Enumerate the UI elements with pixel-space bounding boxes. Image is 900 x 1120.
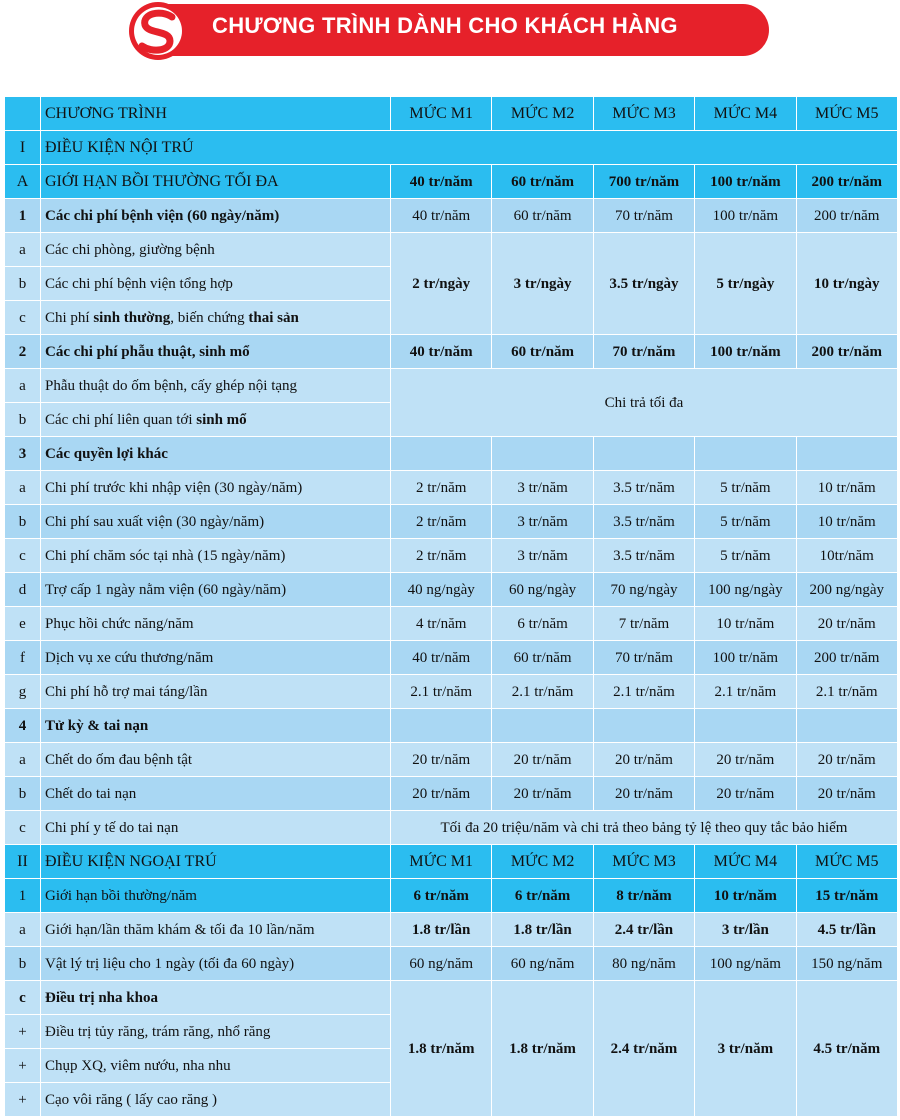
value-cell: 20 tr/năm bbox=[796, 743, 897, 777]
label-bold: thai sản bbox=[248, 309, 299, 326]
level-header: MỨC M2 bbox=[492, 845, 593, 879]
table-row bbox=[5, 709, 898, 743]
value-cell: 5 tr/năm bbox=[695, 539, 796, 573]
row-label: Điều trị tủy răng, trám răng, nhổ răng bbox=[41, 1015, 391, 1049]
table-row bbox=[5, 811, 898, 845]
value-cell: 150 ng/năm bbox=[796, 947, 897, 981]
value-cell: 10 tr/năm bbox=[695, 879, 796, 913]
row-label: Giới hạn bồi thường/năm bbox=[41, 879, 391, 913]
banner-title: CHƯƠNG TRÌNH DÀNH CHO KHÁCH HÀNG bbox=[212, 13, 678, 38]
value-cell: 2.1 tr/năm bbox=[695, 675, 796, 709]
value-cell: 40 tr/năm bbox=[391, 641, 492, 675]
value-cell: 6 tr/năm bbox=[492, 607, 593, 641]
table-row bbox=[5, 471, 898, 505]
row-index: b bbox=[5, 403, 41, 437]
row-label: Chụp XQ, viêm nướu, nha nhu bbox=[41, 1049, 391, 1083]
value-cell: 20 tr/năm bbox=[391, 743, 492, 777]
empty-cell bbox=[492, 709, 593, 743]
row-index: 4 bbox=[5, 709, 41, 743]
value-cell: 2.4 tr/lần bbox=[593, 913, 694, 947]
row-index: a bbox=[5, 471, 41, 505]
table-header-row bbox=[5, 97, 898, 131]
value-cell: 70 tr/năm bbox=[593, 335, 694, 369]
value-cell: 3 tr/năm bbox=[492, 471, 593, 505]
value-cell: 100 ng/năm bbox=[695, 947, 796, 981]
value-cell: 10 tr/năm bbox=[695, 607, 796, 641]
value-cell: 40 tr/năm bbox=[391, 199, 492, 233]
row-index: g bbox=[5, 675, 41, 709]
value-cell: 20 tr/năm bbox=[492, 777, 593, 811]
value-cell: 100 tr/năm bbox=[695, 641, 796, 675]
label-bold: sinh thường bbox=[93, 309, 171, 326]
value-cell: 20 tr/năm bbox=[796, 777, 897, 811]
row-label: Các chi phí bệnh viện (60 ngày/năm) bbox=[41, 199, 391, 233]
value-cell: 10tr/năm bbox=[796, 539, 897, 573]
row-index: f bbox=[5, 641, 41, 675]
level-header: MỨC M5 bbox=[796, 97, 897, 131]
value-cell: 100 tr/năm bbox=[695, 335, 796, 369]
row-index: b bbox=[5, 777, 41, 811]
value-cell: 20 tr/năm bbox=[492, 743, 593, 777]
value-cell: 1.8 tr/lần bbox=[391, 913, 492, 947]
value-cell: 5 tr/năm bbox=[695, 505, 796, 539]
value-cell: 60 tr/năm bbox=[492, 165, 593, 199]
row-index: a bbox=[5, 743, 41, 777]
value-cell: 5 tr/ngày bbox=[695, 233, 796, 335]
level-header: MỨC M2 bbox=[492, 97, 593, 131]
table-header-blank bbox=[5, 97, 41, 131]
row-label: Trợ cấp 1 ngày nằm viện (60 ngày/năm) bbox=[41, 573, 391, 607]
table-row bbox=[5, 437, 898, 471]
value-cell: 6 tr/năm bbox=[391, 879, 492, 913]
row-label: Chết do ốm đau bệnh tật bbox=[41, 743, 391, 777]
table-row bbox=[5, 743, 898, 777]
value-cell: 6 tr/năm bbox=[492, 879, 593, 913]
section-title: ĐIỀU KIỆN NGOẠI TRÚ bbox=[41, 845, 391, 879]
value-cell: 2 tr/năm bbox=[391, 505, 492, 539]
value-cell: 60 ng/năm bbox=[492, 947, 593, 981]
row-label: Các chi phí bệnh viện tổng hợp bbox=[41, 267, 391, 301]
value-cell: 1.8 tr/năm bbox=[391, 981, 492, 1117]
row-index: A bbox=[5, 165, 41, 199]
row-label: Điều trị nha khoa bbox=[41, 981, 391, 1015]
merged-note-cell: Tối đa 20 triệu/năm và chi trả theo bảng tỷ lệ theo quy tắc bảo hiểm bbox=[391, 811, 898, 845]
row-index: c bbox=[5, 981, 41, 1015]
row-label: GIỚI HẠN BỒI THƯỜNG TỐI ĐA bbox=[41, 165, 391, 199]
value-cell: 15 tr/năm bbox=[796, 879, 897, 913]
table-row bbox=[5, 335, 898, 369]
value-cell: 3 tr/lần bbox=[695, 913, 796, 947]
value-cell: 200 tr/năm bbox=[796, 199, 897, 233]
value-cell: 8 tr/năm bbox=[593, 879, 694, 913]
row-index: d bbox=[5, 573, 41, 607]
value-cell: 3 tr/năm bbox=[492, 539, 593, 573]
value-cell: 40 ng/ngày bbox=[391, 573, 492, 607]
level-header: MỨC M4 bbox=[695, 97, 796, 131]
table-row bbox=[5, 199, 898, 233]
table-row bbox=[5, 777, 898, 811]
row-index: + bbox=[5, 1015, 41, 1049]
section-row bbox=[5, 131, 898, 165]
table-row bbox=[5, 981, 898, 1015]
table-row bbox=[5, 233, 898, 267]
value-cell: 200 tr/năm bbox=[796, 165, 897, 199]
value-cell: 7 tr/năm bbox=[593, 607, 694, 641]
value-cell: 20 tr/năm bbox=[391, 777, 492, 811]
row-index: a bbox=[5, 233, 41, 267]
table-row bbox=[5, 913, 898, 947]
value-cell: 200 ng/ngày bbox=[796, 573, 897, 607]
empty-cell bbox=[391, 709, 492, 743]
value-cell: 100 ng/ngày bbox=[695, 573, 796, 607]
s-logo-icon bbox=[128, 0, 188, 62]
value-cell: 10 tr/năm bbox=[796, 505, 897, 539]
row-index: b bbox=[5, 267, 41, 301]
table-row bbox=[5, 641, 898, 675]
row-index: 1 bbox=[5, 199, 41, 233]
row-label: Các chi phòng, giường bệnh bbox=[41, 233, 391, 267]
value-cell: 5 tr/năm bbox=[695, 471, 796, 505]
empty-cell bbox=[391, 437, 492, 471]
row-index: + bbox=[5, 1083, 41, 1117]
row-index: c bbox=[5, 539, 41, 573]
program-header: CHƯƠNG TRÌNH bbox=[41, 97, 391, 131]
row-index: b bbox=[5, 505, 41, 539]
value-cell: 20 tr/năm bbox=[695, 743, 796, 777]
value-cell: 3.5 tr/năm bbox=[593, 471, 694, 505]
row-label: Chi phí sau xuất viện (30 ngày/năm) bbox=[41, 505, 391, 539]
value-cell: 80 ng/năm bbox=[593, 947, 694, 981]
value-cell: 60 tr/năm bbox=[492, 199, 593, 233]
empty-cell bbox=[796, 709, 897, 743]
value-cell: 3.5 tr/năm bbox=[593, 505, 694, 539]
value-cell: 1.8 tr/năm bbox=[492, 981, 593, 1117]
value-cell: 20 tr/năm bbox=[593, 777, 694, 811]
value-cell: 3 tr/năm bbox=[492, 505, 593, 539]
value-cell: 700 tr/năm bbox=[593, 165, 694, 199]
value-cell: 20 tr/năm bbox=[796, 607, 897, 641]
value-cell: 60 ng/năm bbox=[391, 947, 492, 981]
row-label: Chi phí y tế do tai nạn bbox=[41, 811, 391, 845]
level-header: MỨC M4 bbox=[695, 845, 796, 879]
row-index: a bbox=[5, 913, 41, 947]
table-row bbox=[5, 539, 898, 573]
value-cell: 200 tr/năm bbox=[796, 335, 897, 369]
row-label: Các quyền lợi khác bbox=[41, 437, 391, 471]
row-index: c bbox=[5, 811, 41, 845]
value-cell: 2 tr/năm bbox=[391, 539, 492, 573]
label-text: Chi phí bbox=[45, 309, 94, 326]
table-row bbox=[5, 573, 898, 607]
row-label: Chi phí chăm sóc tại nhà (15 ngày/năm) bbox=[41, 539, 391, 573]
empty-cell bbox=[593, 437, 694, 471]
section-title: ĐIỀU KIỆN NỘI TRÚ bbox=[41, 131, 898, 165]
row-label: Cạo vôi răng ( lấy cao răng ) bbox=[41, 1083, 391, 1117]
value-cell: 4.5 tr/lần bbox=[796, 913, 897, 947]
empty-cell bbox=[695, 437, 796, 471]
value-cell: 100 tr/năm bbox=[695, 165, 796, 199]
value-cell: 70 tr/năm bbox=[593, 641, 694, 675]
value-cell: 60 tr/năm bbox=[492, 335, 593, 369]
row-label: Phục hồi chức năng/năm bbox=[41, 607, 391, 641]
empty-cell bbox=[796, 437, 897, 471]
table-row bbox=[5, 879, 898, 913]
value-cell: 4.5 tr/năm bbox=[796, 981, 897, 1117]
row-label: Vật lý trị liệu cho 1 ngày (tối đa 60 ngày) bbox=[41, 947, 391, 981]
table-row bbox=[5, 675, 898, 709]
row-label: Chết do tai nạn bbox=[41, 777, 391, 811]
value-cell: 60 ng/ngày bbox=[492, 573, 593, 607]
label-bold: sinh mổ bbox=[196, 411, 247, 428]
benefits-table bbox=[4, 96, 898, 1117]
value-cell: 2.1 tr/năm bbox=[391, 675, 492, 709]
value-cell: 200 tr/năm bbox=[796, 641, 897, 675]
row-index: e bbox=[5, 607, 41, 641]
value-cell: 3.5 tr/năm bbox=[593, 539, 694, 573]
empty-cell bbox=[492, 437, 593, 471]
level-header: MỨC M1 bbox=[391, 97, 492, 131]
row-index: 3 bbox=[5, 437, 41, 471]
table-row bbox=[5, 165, 898, 199]
row-index: 2 bbox=[5, 335, 41, 369]
level-header: MỨC M1 bbox=[391, 845, 492, 879]
value-cell: 3.5 tr/ngày bbox=[593, 233, 694, 335]
row-label: Chi phí trước khi nhập viện (30 ngày/năm) bbox=[41, 471, 391, 505]
value-cell: 2.1 tr/năm bbox=[796, 675, 897, 709]
value-cell: 40 tr/năm bbox=[391, 335, 492, 369]
row-index: b bbox=[5, 947, 41, 981]
section-index: II bbox=[5, 845, 41, 879]
value-cell: 40 tr/năm bbox=[391, 165, 492, 199]
value-cell: 2.1 tr/năm bbox=[492, 675, 593, 709]
section-row bbox=[5, 845, 898, 879]
table-row bbox=[5, 505, 898, 539]
value-cell: 70 tr/năm bbox=[593, 199, 694, 233]
label-text: , biến chứng bbox=[170, 309, 249, 326]
empty-cell bbox=[593, 709, 694, 743]
section-index: I bbox=[5, 131, 41, 165]
row-index: + bbox=[5, 1049, 41, 1083]
row-index: a bbox=[5, 369, 41, 403]
level-header: MỨC M3 bbox=[593, 845, 694, 879]
level-header: MỨC M5 bbox=[796, 845, 897, 879]
value-cell: 4 tr/năm bbox=[391, 607, 492, 641]
row-index: 1 bbox=[5, 879, 41, 913]
row-label: Phẫu thuật do ốm bệnh, cấy ghép nội tạng bbox=[41, 369, 391, 403]
row-label bbox=[41, 301, 391, 335]
value-cell: 2.4 tr/năm bbox=[593, 981, 694, 1117]
value-cell: 20 tr/năm bbox=[593, 743, 694, 777]
table-row bbox=[5, 607, 898, 641]
row-label: Dịch vụ xe cứu thương/năm bbox=[41, 641, 391, 675]
value-cell: 10 tr/ngày bbox=[796, 233, 897, 335]
label-text: Các chi phí liên quan tới bbox=[45, 411, 197, 428]
empty-cell bbox=[695, 709, 796, 743]
value-cell: 1.8 tr/lần bbox=[492, 913, 593, 947]
merged-note-cell: Chi trả tối đa bbox=[391, 369, 898, 437]
level-header: MỨC M3 bbox=[593, 97, 694, 131]
value-cell: 2 tr/năm bbox=[391, 471, 492, 505]
value-cell: 3 tr/năm bbox=[695, 981, 796, 1117]
table-row bbox=[5, 947, 898, 981]
row-label: Giới hạn/lần thăm khám & tối đa 10 lần/năm bbox=[41, 913, 391, 947]
value-cell: 20 tr/năm bbox=[695, 777, 796, 811]
value-cell: 2.1 tr/năm bbox=[593, 675, 694, 709]
value-cell: 100 tr/năm bbox=[695, 199, 796, 233]
table-row bbox=[5, 369, 898, 403]
value-cell: 3 tr/ngày bbox=[492, 233, 593, 335]
row-label: Chi phí hỗ trợ mai táng/lần bbox=[41, 675, 391, 709]
value-cell: 10 tr/năm bbox=[796, 471, 897, 505]
row-label: Các chi phí phẫu thuật, sinh mổ bbox=[41, 335, 391, 369]
row-index: c bbox=[5, 301, 41, 335]
row-label bbox=[41, 403, 391, 437]
value-cell: 2 tr/ngày bbox=[391, 233, 492, 335]
value-cell: 70 ng/ngày bbox=[593, 573, 694, 607]
row-label: Tử kỳ & tai nạn bbox=[41, 709, 391, 743]
value-cell: 60 tr/năm bbox=[492, 641, 593, 675]
